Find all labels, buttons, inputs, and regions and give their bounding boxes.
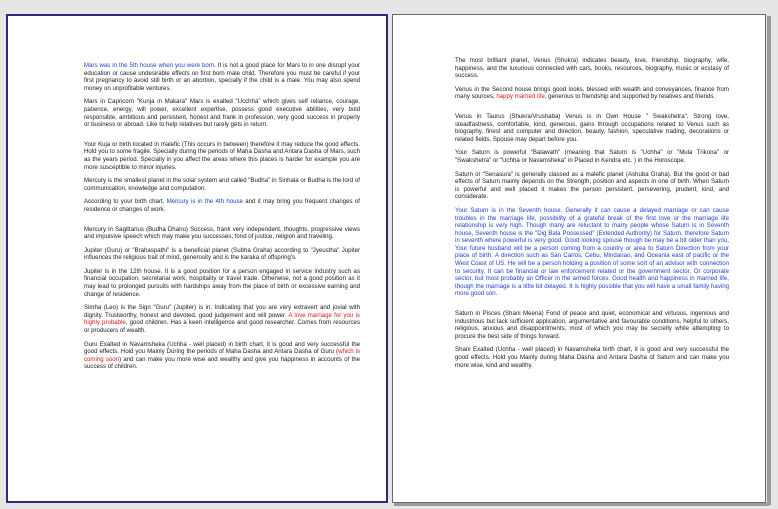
- paragraph-saturn-intro: Saturn or "Senasura" is generally classed as a malefic planet (Ashuba Graha). But the good or bad effects of Saturn mainly depends on the Strength, position and aspects in one of birth. When Saturn is powerful and well placed it makes the person persistent, persevering, prudent, kind, and considerate.: [455, 170, 729, 201]
- paragraph-jupiter-leo: [84, 304, 360, 334]
- paragraph-text: and it may bring you frequent changes of residence or changes of work.: [84, 198, 360, 213]
- paragraph-text: Venus in the Second house brings good looks, blessed with wealth and conveyances, finance from many sources,: [455, 85, 729, 101]
- paragraph-mars-fifth-house: [84, 62, 360, 92]
- love-marriage-highlight: A love marriage for you is highly probable: [84, 311, 360, 327]
- paragraph-jupiter-house: Jupiter is in the 12th house. It is a good position for a person engaged in service industry such as financial occupation, secretarial work, hospitality or travel trade. Otherwise, not a good position as it may lead to prolonged pursuits with hardships away from the place of birth or excessive earning and change of residence.: [84, 267, 360, 298]
- paragraph-venus-taurus: Venus in Taurus (Shukra/Vrushaba) Venus is in Own House " Swakshetra". Strong love, steadfastness, comfortable, kind, generous, gains through occupations related to Venus such as biography, finest and computer and direction, beauty, fashion, speculative trading, decorations or related fields. Spouse may depart before you.: [455, 112, 729, 143]
- paragraph-mercury-house: [84, 198, 360, 213]
- paragraph-text: , generous to friendship and supported by relatives and friends.: [544, 93, 716, 101]
- paragraph-saturn-powerful: Your Saturn is powerful "Balawath" (meaning that Saturn is "Uchha" or "Mula Trikona" or "Swakshetra" or "Uchha or Navamsheka" in Placed in Kendra etc. ) in the Horoscope.: [455, 149, 729, 164]
- paragraph-kuja-malefic: Your Kuja or birth located in malefic (This occurs in between) therefore it may reduce the good effects. Hold you to some fragile. Specially during the periods of Maha Dasha and Antara Dasha of Mars, such as the years period. Specially in you affect the areas where this places is harder for example you are more susceptible to minor injuries.: [84, 140, 360, 171]
- paragraph-text: ) and can make you more wise and wealthy and give you happiness in accounts of the success of children.: [84, 355, 360, 371]
- paragraph-text: Simha (Leo) is the Sign "Guru" (Jupiter) is in. Indicating that you are very extravert and jovial with dignity. Trustworthy, honest and devoted, good judgement and will power.: [84, 304, 360, 319]
- right-page: [392, 14, 766, 503]
- paragraph-text: , good children. Has a keen intelligence and good researcher. Comes from resources or producers of wealth.: [84, 319, 360, 335]
- paragraph-venus-intro: The most brilliant planet, Venus (Shukra) indicates beauty, love, friendship, biography, wife, happiness, and the luxurious connected with cars, books, resources, biography, music or ecstasy of success.: [455, 57, 729, 80]
- paragraph-text: According to your birth chart,: [84, 198, 167, 206]
- left-page: [6, 14, 388, 503]
- paragraph-text: Guru Exalted in Navamsheka (Uchha - well placed) in birth chart, it is good and very successful the good effects. Hold you Mainly During the periods of Maha Dasha and Antara Dasha of Guru (: [84, 340, 360, 356]
- paragraph-jupiter-intro: Jupiter (Guru) or "Brahaspathi" is a beneficial planet (Subha Graha) according to "Jyeustha" Jupiter influences the religious trait of mind, generosity and is the karaka of offspring's.: [84, 246, 360, 262]
- paragraph-text: . It is not a good place for Mars to in one disrupt your education or cause undesirable effects on first born male child. Therefore you must be careful if your first pregnancy to avoid still birth or an abortion, specially if the child is a male. You may also spend money on unprofitable ventures.: [84, 62, 360, 92]
- paragraph-mercury-intro: Mercury is the smallest planet in the solar system and called "Budha" in Sinhala or Budha is the lord of communication, knowledge and computation.: [84, 177, 360, 192]
- coming-soon-highlight: which is coming soon: [84, 348, 360, 363]
- mars-house-highlight: Mars was in the 5th house when you were born: [84, 62, 215, 69]
- paragraph-saturn-pisces: Saturn in Pisces (Shani Meena) Fond of peace and quiet, economical and virtuous, ingenious and industrious but lack sufficient application, argumentative and favourable conditions, helpful to others, religious, anxious and disappointments, most of which you may be secretly while attempting to procure the best side of things forward.: [455, 310, 729, 340]
- married-life-highlight: happy married life: [496, 93, 545, 101]
- paragraph-venus-second-house: [455, 86, 729, 101]
- page-shadow-right: [767, 16, 771, 505]
- mercury-house-highlight: Mercury is in the 4th house: [166, 198, 243, 206]
- paragraph-mercury-sagittarius: Mercury in Sagittarius (Budha Dhanu) Success, frank very independent, thoughts, progressive views and impulsive speech which may make you successes, fond of justice, religion and traveling.: [84, 225, 360, 241]
- paragraph-shani-exalted: Shani Exalted (Uchha - well placed) in Navamsheka birth chart, it is good and very successful the good effects. Hold you Mainly during Maha Dasha and Antara Dasha of Saturn and can make you more wise, kind and wealthy.: [455, 346, 729, 369]
- paragraph-mars-capricorn: Mars in Capricorn "Kunja in Makara" Mars is exalted "Ucchha" which gives self reliance, courage, patience, energy, will power, excellent expertise, possess good executive abilities, very bold responsible, ambitious and persistent, honest and frank in profession, very good success in property or business or abroad. Like to help relatives but rarely gets in return.: [84, 98, 360, 129]
- paragraph-saturn-seventh-house: Your Saturn is in the Seventh house. Generally it can cause a delayed marriage or can cause troubles in the marriage life, possibility of a grateful break of the first love or the marriage life relationship is very high. Though many are reluctant to marry people whose Saturn is in Seventh house, Seventh house is the "Dig Bala Possessed" (Extended Authority) for Saturn, therefore Saturn in seventh where powerful is very good. Good looking spouse though be may be a bit older than you, Your future husband will be a person coming from a country or area to Saturn Direction from your place of birth. A direction such as San Carlos, Cebu, Mindanao, and Oceania east of pacific or the West Coast of US. He will be a person holding a position of some sort of an advisor with connection to security. It can be financial or law enforcement related or the government sector. Or corporate sector, but most probably an Officer in the armed forces. Good health and happiness in married life, though the marriage is a little bit delayed. It is highly possible that you will have a small family having more good son.: [455, 206, 729, 298]
- paragraph-guru-exalted: [84, 341, 360, 371]
- page-shadow-bottom: [394, 503, 769, 506]
